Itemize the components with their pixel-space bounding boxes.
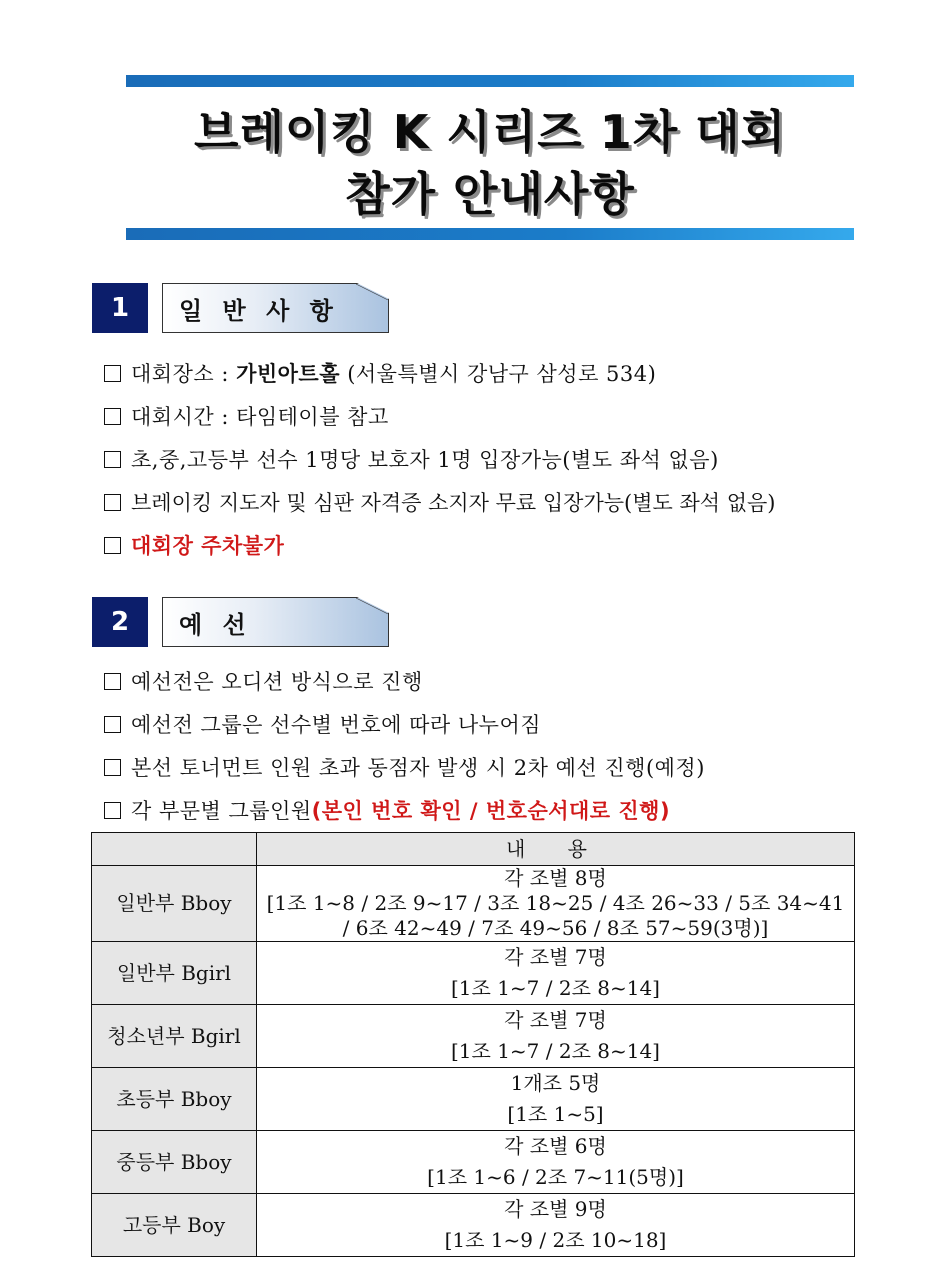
table-content: 각 조별 7명 [1조 1~7 / 2조 8~14] [257,1005,855,1068]
table-header-row [92,833,855,866]
section1-item-time: 대회시간 : 타임테이블 참고 [104,401,389,431]
section1-number: 1 [92,283,148,333]
section2-item-tiebreak: 본선 토너먼트 인원 초과 동점자 발생 시 2차 예선 진행(예정) [104,752,705,782]
table-row [92,942,855,1005]
section1-item-license: 브레이킹 지도자 및 심판 자격증 소지자 무료 입장가능(별도 좌석 없음) [104,487,775,517]
section2-label: 예 선 [179,610,252,639]
section1-item-guardian: 초,중,고등부 선수 1명당 보호자 1명 입장가능(별도 좌석 없음) [104,444,719,474]
section1-item-parking: 대회장 주차불가 [104,530,284,560]
table-row [92,866,855,942]
section2-item-group-size: 각 부문별 그룹인원(본인 번호 확인 / 번호순서대로 진행) [104,795,670,825]
section1-heading [162,283,389,333]
section2-heading [162,597,389,647]
table-category: 초등부 Bboy [92,1068,257,1131]
table-content: 각 조별 9명 [1조 1~9 / 2조 10~18] [257,1194,855,1257]
checkbox-icon [104,408,121,425]
table-category: 일반부 Bboy [92,866,257,942]
table-content: 각 조별 6명 [1조 1~6 / 2조 7~11(5명)] [257,1131,855,1194]
table-row [92,1005,855,1068]
checkbox-icon [104,759,121,776]
venue-name: 가빈아트홀 [236,362,341,386]
title-bar-bottom [126,228,854,240]
page-title-line1: 브레이킹 K 시리즈 1차 대회 [193,105,787,159]
title-bar-top [126,75,854,87]
table-content: 각 조별 7명 [1조 1~7 / 2조 8~14] [257,942,855,1005]
checkbox-icon [104,365,121,382]
table-category: 고등부 Boy [92,1194,257,1257]
section2-item-audition: 예선전은 오디션 방식으로 진행 [104,666,423,696]
section2-number: 2 [92,597,148,647]
checkbox-icon [104,537,121,554]
section1-item-venue: 대회장소 : 가빈아트홀 (서울특별시 강남구 삼성로 534) [104,358,656,388]
section1-label: 일 반 사 항 [179,296,339,325]
table-row [92,1194,855,1257]
page-title-line2: 참가 안내사항 [345,167,635,221]
section2-item-groups: 예선전 그룹은 선수별 번호에 따라 나누어짐 [104,709,541,739]
table-category: 일반부 Bgirl [92,942,257,1005]
table-category: 중등부 Bboy [92,1131,257,1194]
table-row [92,1068,855,1131]
table-header-content: 내 용 [257,833,855,866]
table-category: 청소년부 Bgirl [92,1005,257,1068]
table-content: 각 조별 8명 [1조 1~8 / 2조 9~17 / 3조 18~25 / 4조 26~33 / 5조 34~41 / 6조 42~49 / 7조 49~56 / 8조 57~59(3명)] [257,866,855,942]
checkbox-icon [104,673,121,690]
table-content: 1개조 5명 [1조 1~5] [257,1068,855,1131]
group-table [91,832,855,1257]
checkbox-icon [104,451,121,468]
checkbox-icon [104,802,121,819]
table-row [92,1131,855,1194]
checkbox-icon [104,494,121,511]
table-header-blank [92,833,257,866]
checkbox-icon [104,716,121,733]
